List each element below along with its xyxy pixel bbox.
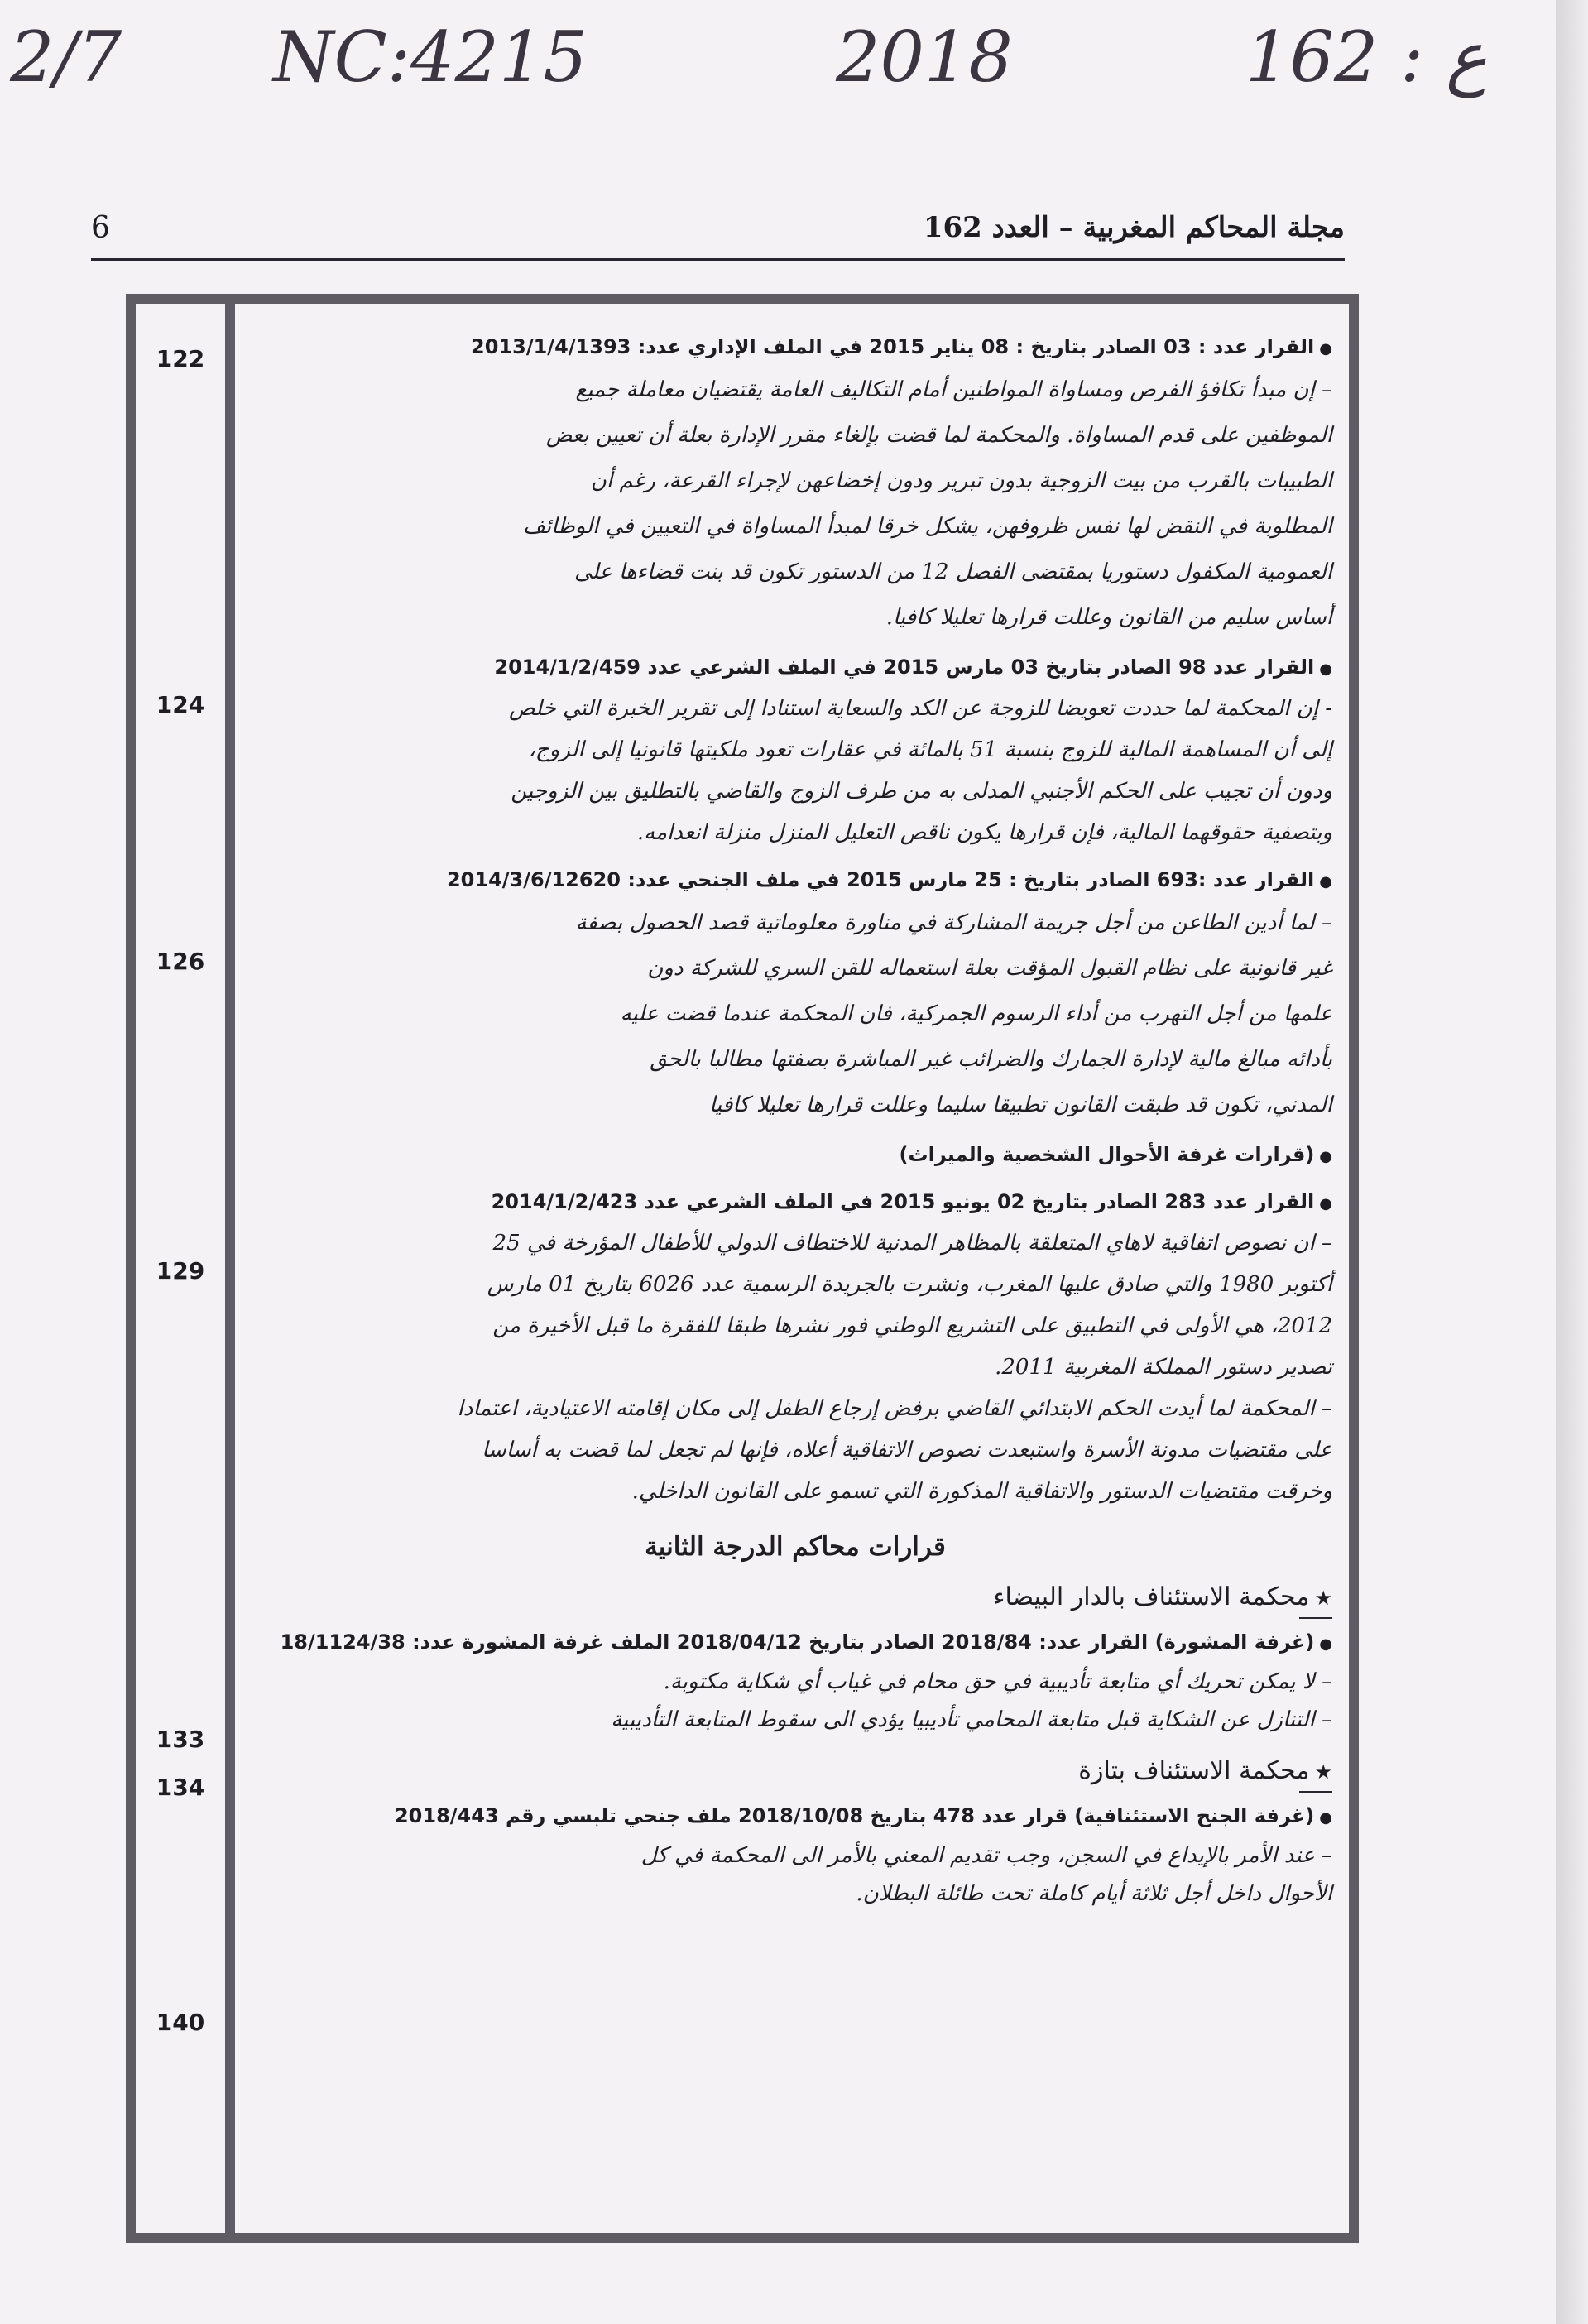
toc-entry <box>258 862 1332 1128</box>
journal-title: مجلة المحاكم المغربية – العدد 162 <box>923 211 1345 244</box>
summary-line: العمومية المكفول دستوريا بمقتضى الفصل 12 من الدستور تكون قد بنت قضاءها على <box>573 559 1332 584</box>
decision-summary <box>258 1222 1332 1512</box>
court-heading: ★محكمة الاستئناف بتازة <box>1078 1756 1332 1785</box>
decision-heading: ●القرار عدد : 03 الصادر بتاريخ : 08 يناير 2015 في الملف الإداري عدد: 2013/1/4/1393 <box>471 335 1332 358</box>
bullet-icon: ● <box>1319 1148 1332 1165</box>
summary-line: الأحوال داخل أجل ثلاثة أيام كاملة تحت طائلة البطلان. <box>856 1881 1332 1906</box>
column-divider <box>225 304 235 2233</box>
summary-line: أساس سليم من القانون وعللت قرارها تعليلا كافيا. <box>885 605 1332 630</box>
handwritten-issue: 162 : ع <box>1245 17 1488 98</box>
summary-line: – التنازل عن الشكاية قبل متابعة المحامي تأديبيا يؤدي الى سقوط المتابعة التأديبية <box>611 1707 1332 1732</box>
summary-line: ودون أن تجيب على الحكم الأجنبي المدلى به من طرف الزوج والقاضي بالتطليق بين الزوجين <box>511 779 1332 804</box>
decision-heading: ●القرار عدد 98 الصادر بتاريخ 03 مارس 2015 في الملف الشرعي عدد 2014/1/2/459 <box>494 655 1332 679</box>
summary-line: الموظفين على قدم المساواة. والمحكمة لما قضت بإلغاء مقرر الإدارة بعلة أن تعيين بعض <box>545 423 1332 448</box>
star-icon: ★ <box>1314 1587 1332 1610</box>
summary-line: علمها من أجل التهرب من أداء الرسوم الجمركية، فان المحكمة عندما قضت عليه <box>620 1001 1332 1026</box>
decision-summary <box>258 900 1332 1128</box>
running-header <box>91 211 1345 261</box>
page-ref: 126 <box>156 948 205 975</box>
page-ref: 122 <box>156 345 205 372</box>
chamber-heading: ●(قرارات غرفة الأحوال الشخصية والميراث) <box>899 1143 1332 1166</box>
handwritten-year: 2018 <box>836 17 1013 98</box>
page-edge-shadow <box>1556 0 1588 2324</box>
decision-summary <box>258 1663 1332 1739</box>
summary-line: أكتوبر 1980 والتي صادق عليها المغرب، ونشرت بالجريدة الرسمية عدد 6026 بتاريخ 01 مارس <box>487 1272 1332 1297</box>
star-icon: ★ <box>1314 1760 1332 1784</box>
decision-summary <box>258 688 1332 853</box>
court-heading: ★محكمة الاستئناف بالدار البيضاء <box>993 1582 1332 1611</box>
toc-entries <box>235 304 1349 2233</box>
summary-line: المدني، تكون قد طبقت القانون تطبيقا سليما وعللت قرارها تعليلا كافيا <box>709 1092 1332 1117</box>
toc-entry <box>258 1798 1332 1913</box>
bullet-icon: ● <box>1319 660 1332 678</box>
summary-line: إلى أن المساهمة المالية للزوج بنسبة 51 بالمائة في عقارات تعود ملكيتها قانونيا إلى الزوج، <box>528 737 1332 762</box>
summary-line: – لما أدين الطاعن من أجل جريمة المشاركة في مناورة معلوماتية قصد الحصول بصفة <box>575 910 1332 935</box>
page-ref: 129 <box>156 1257 205 1284</box>
section-title: قرارات محاكم الدرجة الثانية <box>645 1532 946 1562</box>
page-ref: 134 <box>156 1774 205 1801</box>
decision-heading: ●(غرفة المشورة) القرار عدد: 2018/84 الصادر بتاريخ 2018/04/12 الملف غرفة المشورة عدد: 18/1124/38 <box>280 1630 1332 1654</box>
page-ref: 124 <box>156 691 205 718</box>
summary-line: – عند الأمر بالإيداع في السجن، وجب تقديم المعني بالأمر الى المحكمة في كل <box>640 1843 1332 1868</box>
page-number: 6 <box>91 211 110 245</box>
page-ref: 133 <box>156 1726 205 1753</box>
summary-line: – لا يمكن تحريك أي متابعة تأديبية في حق محام في غياب أي شكاية مكتوبة. <box>663 1669 1332 1694</box>
decision-summary <box>258 367 1332 641</box>
bullet-icon: ● <box>1319 1809 1332 1827</box>
page-reference-column <box>136 304 225 2233</box>
summary-line: – إن مبدأ تكافؤ الفرص ومساواة المواطنين أمام التكاليف العامة يقتضيان معاملة جميع <box>575 377 1332 402</box>
summary-line: بأدائه مبالغ مالية لإدارة الجمارك والضرائب غير المباشرة بصفتها مطالبا بالحق <box>650 1047 1332 1072</box>
bullet-icon: ● <box>1319 1195 1332 1212</box>
toc-entry <box>258 329 1332 641</box>
summary-line: على مقتضيات مدونة الأسرة واستبعدت نصوص الاتفاقية أعلاه، فإنها لم تجعل لما قضت به أساسا <box>482 1438 1332 1462</box>
summary-line: الطبيبات بالقرب من بيت الزوجية بدون تبرير ودون إخضاعهن لإجراء القرعة، رغم أن <box>590 468 1332 493</box>
table-of-contents-frame <box>126 294 1359 2243</box>
summary-line: - إن المحكمة لما حددت تعويضا للزوجة عن الكد والسعاية استنادا إلى تقرير الخبرة التي خلص <box>509 696 1332 721</box>
toc-entry <box>258 1624 1332 1739</box>
bullet-icon: ● <box>1319 1635 1332 1653</box>
toc-entry <box>258 1136 1332 1175</box>
bullet-icon: ● <box>1319 340 1332 358</box>
table-of-contents <box>136 304 1349 2233</box>
decision-summary <box>258 1837 1332 1913</box>
handwritten-fraction: 2/7 <box>10 17 122 98</box>
summary-line: تصدير دستور المملكة المغربية 2011. <box>995 1355 1332 1380</box>
summary-line: وخرقت مقتضيات الدستور والاتفاقية المذكورة التي تسمو على القانون الداخلي. <box>631 1479 1332 1504</box>
summary-line: – ان نصوص اتفاقية لاهاي المتعلقة بالمظاهر المدنية للاختطاف الدولي للأطفال المؤرخة في 25 <box>492 1231 1332 1256</box>
summary-line: 2012، هي الأولى في التطبيق على التشريع الوطني فور نشرها طبقا للفقرة ما قبل الأخيرة من <box>492 1313 1332 1338</box>
handwritten-file-code: NC:4215 <box>273 17 588 98</box>
bullet-icon: ● <box>1319 873 1332 891</box>
summary-line: – المحكمة لما أيدت الحكم الابتدائي القاضي برفض إرجاع الطفل إلى مكان إقامته الاعتيادية، اعتمادا <box>457 1396 1332 1421</box>
decision-heading: ●(غرفة الجنح الاستئنافية) قرار عدد 478 بتاريخ 2018/10/08 ملف جنحي تلبسي رقم 2018/443 <box>394 1804 1332 1827</box>
toc-entry <box>258 649 1332 853</box>
decision-heading: ●القرار عدد :693 الصادر بتاريخ : 25 مارس 2015 في ملف الجنحي عدد: 2014/3/6/12620 <box>446 868 1332 891</box>
summary-line: وبتصفية حقوقهما المالية، فإن قرارها يكون ناقص التعليل المنزل منزلة انعدامه. <box>636 820 1332 845</box>
summary-line: غير قانونية على نظام القبول المؤقت بعلة استعماله للقن السري للشركة دون <box>647 956 1332 981</box>
toc-entry <box>258 1184 1332 1512</box>
decision-heading: ●القرار عدد 283 الصادر بتاريخ 02 يونيو 2015 في الملف الشرعي عدد 2014/1/2/423 <box>491 1190 1332 1213</box>
page-ref: 140 <box>156 2009 205 2036</box>
summary-line: المطلوبة في النقض لها نفس ظروفهن، يشكل خرقا لمبدأ المساواة في التعيين في الوظائف <box>523 514 1332 539</box>
